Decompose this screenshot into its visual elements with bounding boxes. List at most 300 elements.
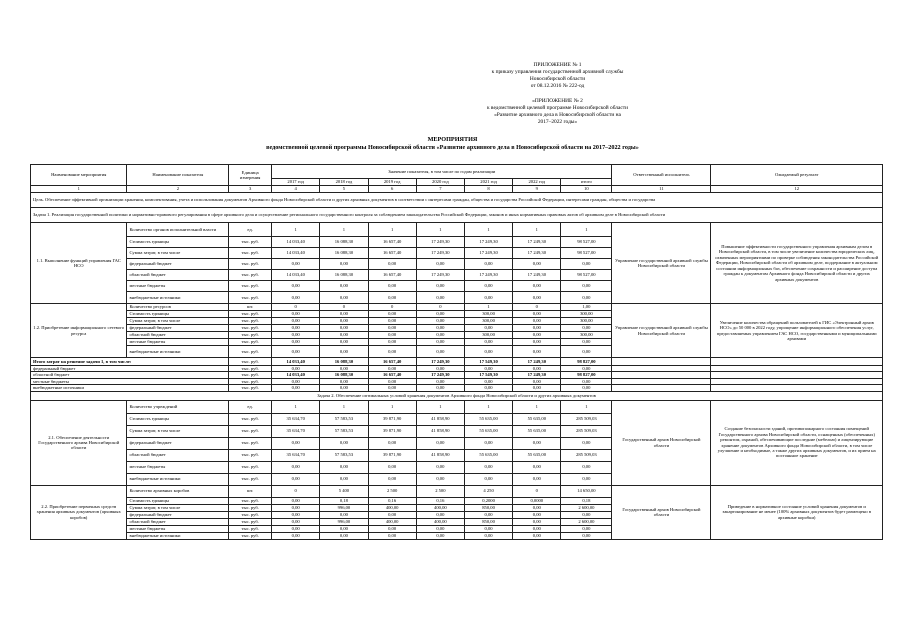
- indicator-name: федеральный бюджет: [127, 259, 229, 270]
- value-cell: 0,00: [368, 325, 416, 332]
- value-cell: 0,00: [416, 339, 464, 346]
- value-cell: 0,00: [368, 385, 416, 391]
- value-cell: 0,00: [464, 259, 512, 270]
- value-cell: 55 635,00: [513, 413, 561, 425]
- value-cell: 850,00: [464, 518, 512, 525]
- value-cell: 0,00: [416, 325, 464, 332]
- value-cell: 0,00: [416, 461, 464, 473]
- value-cell: 16 088,30: [320, 358, 368, 366]
- value-cell: 1: [464, 223, 512, 237]
- column-numbers-row: [31, 186, 883, 193]
- value-cell: 0,00: [513, 461, 561, 473]
- value-cell: 996,00: [320, 504, 368, 511]
- unit-cell: тыс. руб.: [229, 525, 272, 532]
- column-number-cell: 10: [561, 186, 612, 193]
- indicator-name: внебюджетные источники: [127, 532, 229, 539]
- value-cell: 0,00: [272, 525, 320, 532]
- value-cell: 0,00: [272, 497, 320, 504]
- column-number-cell: 12: [711, 186, 883, 193]
- value-cell: 41 858,90: [416, 425, 464, 437]
- indicator-name: Стоимость единицы: [127, 413, 229, 425]
- value-cell: 0,00: [464, 292, 512, 304]
- value-cell: 0,00: [320, 281, 368, 292]
- value-cell: 0,00: [513, 311, 561, 318]
- indicator-name: Количество учреждений: [127, 400, 229, 413]
- summary-row: [31, 358, 883, 366]
- unit-cell: тыс. руб.: [229, 346, 272, 358]
- unit-cell: тыс. руб.: [229, 461, 272, 473]
- value-cell: 0,00: [320, 325, 368, 332]
- year-cell: 2022 год: [513, 179, 561, 186]
- value-cell: 0,00: [368, 259, 416, 270]
- value-cell: 0,00: [320, 473, 368, 485]
- value-cell: 0,00: [368, 311, 416, 318]
- value-cell: 0,00: [272, 461, 320, 473]
- value-cell: 0,00: [320, 292, 368, 304]
- value-cell: 0,00: [416, 332, 464, 339]
- document-title: [125, 136, 780, 152]
- value-cell: 16 088,30: [320, 372, 368, 378]
- year-cell: 2017 год: [272, 179, 320, 186]
- column-number-cell: 8: [464, 186, 512, 193]
- appendix-1-header: [440, 62, 675, 90]
- value-cell: 400,00: [368, 504, 416, 511]
- value-cell: 0,00: [320, 532, 368, 539]
- value-cell: 300,00: [561, 318, 612, 325]
- value-cell: 0,00: [272, 281, 320, 292]
- executor-cell: Управление государственной архивной службы Новосибирской области: [612, 223, 711, 304]
- value-cell: 17 249,30: [464, 270, 512, 281]
- unit-cell: шт.: [229, 304, 272, 311]
- unit-cell: тыс. руб.: [229, 358, 272, 366]
- value-cell: 17 249,30: [416, 237, 464, 248]
- value-cell: 0,00: [320, 511, 368, 518]
- value-cell: 17 249,30: [513, 358, 561, 366]
- value-cell: 16 088,30: [320, 270, 368, 281]
- value-cell: 0,18: [561, 497, 612, 504]
- indicator-name: Сумма затрат, в том числе: [127, 504, 229, 511]
- value-cell: 35 634,70: [272, 413, 320, 425]
- value-cell: 300,00: [464, 318, 512, 325]
- unit-cell: тыс. руб.: [229, 497, 272, 504]
- value-cell: 1: [320, 223, 368, 237]
- column-number-cell: 11: [612, 186, 711, 193]
- value-cell: 0,00: [561, 461, 612, 473]
- value-cell: 0,00: [272, 311, 320, 318]
- value-cell: 0: [513, 304, 561, 311]
- value-cell: 0,00: [464, 346, 512, 358]
- value-cell: 16 657,40: [368, 270, 416, 281]
- goal-row: [31, 193, 883, 208]
- unit-cell: тыс. руб.: [229, 248, 272, 259]
- value-cell: 17 249,30: [513, 372, 561, 378]
- value-cell: 285 509,03: [561, 425, 612, 437]
- value-cell: 0,00: [272, 473, 320, 485]
- value-cell: 0,00: [464, 385, 512, 391]
- value-cell: 0,00: [272, 318, 320, 325]
- summary-label: федеральный бюджет: [31, 366, 229, 372]
- value-cell: 0: [513, 485, 561, 497]
- value-cell: 400,00: [368, 518, 416, 525]
- header-cell: Наименование показателя: [127, 165, 229, 186]
- value-cell: 0,00: [464, 366, 512, 372]
- value-cell: 4 250: [464, 485, 512, 497]
- value-cell: 14 033,40: [272, 248, 320, 259]
- empty-cell: [612, 358, 711, 366]
- header-cell: Ответственный исполнитель: [612, 165, 711, 186]
- value-cell: 16 657,40: [368, 358, 416, 366]
- value-cell: 1: [416, 400, 464, 413]
- value-cell: 0,00: [464, 473, 512, 485]
- value-cell: 300,00: [464, 332, 512, 339]
- indicator-name: Сумма затрат, в том числе: [127, 425, 229, 437]
- value-cell: 2 500: [368, 485, 416, 497]
- unit-cell: тыс. руб.: [229, 473, 272, 485]
- value-cell: 17 249,30: [416, 270, 464, 281]
- indicator-name: внебюджетные источники: [127, 346, 229, 358]
- value-cell: 0,00: [464, 325, 512, 332]
- value-cell: 0,00: [561, 532, 612, 539]
- value-cell: 0,00: [513, 511, 561, 518]
- value-cell: 0: [272, 485, 320, 497]
- unit-cell: тыс. руб.: [229, 281, 272, 292]
- value-cell: 0,00: [561, 378, 612, 384]
- indicator-name: Сумма затрат, в том числе: [127, 318, 229, 325]
- value-cell: 0,00: [320, 525, 368, 532]
- value-cell: 285 509,03: [561, 449, 612, 461]
- unit-cell: тыс. руб.: [229, 413, 272, 425]
- title-sub: ведомственной целевой программы Новосибирской области «Развитие архивного дела в Новосибирской области на 2017–2022 годы»: [266, 144, 639, 151]
- executor-cell: Государственный архив Новосибирской области: [612, 485, 711, 539]
- value-cell: 0,00: [464, 532, 512, 539]
- value-cell: 0,00: [272, 325, 320, 332]
- goal-text: Цель. Обеспечение эффективной организации хранения, комплектования, учета и использования документов Архивного фонда Новосибирской области и других архивных документов в соответствии с интересами граждан, общества и государства Российской Федерации, интересами граждан, общества и государства: [31, 193, 883, 208]
- indicator-name: областной бюджет: [127, 518, 229, 525]
- value-cell: 1: [561, 223, 612, 237]
- value-cell: 1: [272, 400, 320, 413]
- value-cell: 0,00: [272, 437, 320, 449]
- value-cell: 0: [320, 304, 368, 311]
- task-row: [31, 208, 883, 223]
- indicator-name: Сумма затрат, в том числе: [127, 248, 229, 259]
- value-cell: 0,00: [464, 378, 512, 384]
- indicator-name: местные бюджеты: [127, 281, 229, 292]
- result-cell: Создание безопасности зданий, противопожарного состояния помещений Государственного архива Новосибирской области, оснащенных (обеспеченных) ремонтом, охраной, обеспечивающие последние (мебелью) и лицензирующие хранение документов Архивного фонда Новосибирской области, в том числе улучшение и необходимые, а также других архивных документов, и их прием на постоянное хранение: [711, 400, 883, 485]
- value-cell: 14 033,40: [272, 270, 320, 281]
- value-cell: 98 827,00: [561, 372, 612, 378]
- unit-cell: тыс. руб.: [229, 425, 272, 437]
- value-cell: 0,00: [513, 281, 561, 292]
- value-cell: 14 033,40: [272, 372, 320, 378]
- column-number-cell: 5: [320, 186, 368, 193]
- summary-label: Итого затрат на решение задачи 1, в том числе:: [31, 358, 229, 366]
- value-cell: 0,00: [368, 366, 416, 372]
- indicator-name: областной бюджет: [127, 332, 229, 339]
- value-cell: 17 549,30: [464, 358, 512, 366]
- task-2-row: [31, 391, 883, 400]
- value-cell: 39 871,90: [368, 413, 416, 425]
- value-cell: 16 088,30: [320, 248, 368, 259]
- value-cell: 17 249,30: [464, 237, 512, 248]
- unit-cell: тыс. руб.: [229, 378, 272, 384]
- value-cell: 16 088,30: [320, 237, 368, 248]
- summary-label: внебюджетные источники: [31, 385, 229, 391]
- value-cell: 0,00: [513, 504, 561, 511]
- value-cell: 0,00: [368, 318, 416, 325]
- year-cell: 2018 год: [320, 179, 368, 186]
- value-cell: 1: [464, 304, 512, 311]
- value-cell: 0,00: [513, 346, 561, 358]
- value-cell: 0,16: [416, 497, 464, 504]
- value-cell: 35 634,70: [272, 425, 320, 437]
- year-cell: 2019 год: [368, 179, 416, 186]
- unit-cell: тыс. руб.: [229, 318, 272, 325]
- value-cell: 0,00: [513, 259, 561, 270]
- value-cell: 0,00: [561, 339, 612, 346]
- value-cell: 2 600,00: [561, 504, 612, 511]
- value-cell: 98 527,00: [561, 248, 612, 259]
- value-cell: 0,16: [368, 497, 416, 504]
- value-cell: 0,00: [513, 518, 561, 525]
- value-cell: 0,00: [416, 281, 464, 292]
- value-cell: 1,00: [561, 304, 612, 311]
- column-number-cell: 4: [272, 186, 320, 193]
- value-cell: 1: [464, 400, 512, 413]
- value-cell: 0,00: [561, 525, 612, 532]
- value-cell: 0,00: [464, 511, 512, 518]
- value-cell: 0,00: [272, 366, 320, 372]
- value-cell: 0,2000: [464, 497, 512, 504]
- value-cell: 0,00: [416, 366, 464, 372]
- value-cell: 0,00: [464, 339, 512, 346]
- indicator-name: областной бюджет: [127, 270, 229, 281]
- value-cell: 0,00: [320, 318, 368, 325]
- value-cell: 0,00: [320, 461, 368, 473]
- value-cell: 400,00: [416, 504, 464, 511]
- value-cell: 0,00: [513, 532, 561, 539]
- value-cell: 0,00: [368, 437, 416, 449]
- value-cell: 285 509,03: [561, 413, 612, 425]
- value-cell: 16 657,40: [368, 248, 416, 259]
- value-cell: 14 033,40: [272, 237, 320, 248]
- appendix-1-line: ПРИЛОЖЕНИЕ № 1: [533, 62, 582, 68]
- activity-name: 2.2. Приобретение первичных средств хранения архивных документов (архивных коробов): [31, 485, 127, 539]
- value-cell: 17 249,30: [513, 270, 561, 281]
- value-cell: 0,00: [513, 325, 561, 332]
- value-cell: 0,00: [464, 461, 512, 473]
- indicator-name: Стоимость единицы: [127, 237, 229, 248]
- indicator-name: Количество архивных коробов: [127, 485, 229, 497]
- value-cell: 16 657,40: [368, 372, 416, 378]
- indicator-name: внебюджетные источники: [127, 473, 229, 485]
- value-cell: 0: [416, 304, 464, 311]
- value-cell: 0,00: [513, 473, 561, 485]
- value-cell: 0,00: [513, 339, 561, 346]
- value-cell: 0,00: [561, 385, 612, 391]
- table-row: [31, 304, 883, 311]
- appendix-2-line: «Развитие архивного дела в Новосибирской области на: [494, 112, 621, 118]
- unit-cell: тыс. руб.: [229, 325, 272, 332]
- value-cell: 0,00: [416, 511, 464, 518]
- value-cell: 39 871,90: [368, 449, 416, 461]
- value-cell: 0,00: [320, 385, 368, 391]
- title-main: МЕРОПРИЯТИЯ: [427, 136, 478, 143]
- activity-name: 1.1. Выполнение функций управления ГАС НСО: [31, 223, 127, 304]
- indicator-name: местные бюджеты: [127, 461, 229, 473]
- value-cell: 0,00: [416, 378, 464, 384]
- activities-table: [30, 164, 883, 540]
- value-cell: 0,00: [416, 525, 464, 532]
- header-cell: Единица измерения: [229, 165, 272, 186]
- unit-cell: тыс. руб.: [229, 385, 272, 391]
- year-cell: 2020 год: [416, 179, 464, 186]
- value-cell: 0,00: [368, 525, 416, 532]
- header-row: [31, 165, 883, 179]
- value-cell: 57 583,53: [320, 449, 368, 461]
- table-row: [31, 400, 883, 413]
- unit-cell: ед.: [229, 400, 272, 413]
- value-cell: 300,00: [561, 332, 612, 339]
- value-cell: 39 871,90: [368, 425, 416, 437]
- value-cell: 0,00: [272, 339, 320, 346]
- value-cell: 0,00: [561, 437, 612, 449]
- header-cell: Ожидаемый результат: [711, 165, 883, 186]
- executor-cell: Управление государственной архивной службы Новосибирской области: [612, 304, 711, 358]
- value-cell: 0,00: [464, 437, 512, 449]
- value-cell: 0,00: [513, 525, 561, 532]
- result-cell: Увеличение количества обращений пользователей к ГИС «Электронный архив НСО» до 50 000 в 2022 году, упрощение информационного обеспечения услуг, предоставляемых управлением ГАС НСО, государственными и муниципальными архивами: [711, 304, 883, 358]
- value-cell: 0,00: [368, 378, 416, 384]
- indicator-name: федеральный бюджет: [127, 437, 229, 449]
- summary-label: областной бюджет: [31, 372, 229, 378]
- value-cell: 17 249,30: [416, 248, 464, 259]
- value-cell: 0,00: [561, 511, 612, 518]
- value-cell: 1: [368, 223, 416, 237]
- value-cell: 0,00: [561, 473, 612, 485]
- value-cell: 55 635,00: [464, 425, 512, 437]
- indicator-name: Стоимость единицы: [127, 497, 229, 504]
- unit-cell: тыс. руб.: [229, 311, 272, 318]
- value-cell: 0,00: [368, 461, 416, 473]
- indicator-name: Количество ресурсов: [127, 304, 229, 311]
- value-cell: 850,00: [464, 504, 512, 511]
- value-cell: 55 635,00: [513, 449, 561, 461]
- value-cell: 1: [272, 223, 320, 237]
- value-cell: 0,00: [561, 259, 612, 270]
- value-cell: 0,00: [320, 339, 368, 346]
- value-cell: 0,00: [416, 473, 464, 485]
- unit-cell: тыс. руб.: [229, 518, 272, 525]
- column-number-cell: 9: [513, 186, 561, 193]
- activity-name: 1.2. Приобретение информационного сетевого ресурса: [31, 304, 127, 358]
- value-cell: 0,00: [561, 325, 612, 332]
- value-cell: 16 657,40: [368, 237, 416, 248]
- appendix-2-line: 2017–2022 годы»: [537, 119, 578, 125]
- value-cell: 300,00: [464, 311, 512, 318]
- value-cell: 0,00: [320, 378, 368, 384]
- appendix-2-line: к ведомственной целевой программе Новосибирской области: [486, 105, 629, 111]
- unit-cell: тыс. руб.: [229, 292, 272, 304]
- indicator-name: Количество органов исполнительной власти: [127, 223, 229, 237]
- value-cell: 35 634,70: [272, 449, 320, 461]
- empty-cell: [711, 358, 883, 366]
- indicator-name: внебюджетные источники: [127, 292, 229, 304]
- value-cell: 0,00: [513, 332, 561, 339]
- value-cell: 1: [513, 223, 561, 237]
- value-cell: 0,00: [272, 346, 320, 358]
- value-cell: 0,00: [320, 332, 368, 339]
- value-cell: 0,00: [416, 385, 464, 391]
- value-cell: 0,00: [561, 346, 612, 358]
- value-cell: 17 249,30: [513, 237, 561, 248]
- value-cell: 0,00: [272, 259, 320, 270]
- year-cell: 2021 год: [464, 179, 512, 186]
- unit-cell: тыс. руб.: [229, 511, 272, 518]
- value-cell: 0,00: [368, 332, 416, 339]
- unit-cell: тыс. руб.: [229, 437, 272, 449]
- value-cell: 0,00: [272, 532, 320, 539]
- value-cell: 0,00: [416, 437, 464, 449]
- unit-cell: тыс. руб.: [229, 332, 272, 339]
- value-cell: 57 583,53: [320, 425, 368, 437]
- value-cell: 1: [561, 400, 612, 413]
- value-cell: 0,00: [416, 259, 464, 270]
- value-cell: 0,00: [272, 332, 320, 339]
- value-cell: 0,00: [513, 366, 561, 372]
- value-cell: 0,18: [320, 497, 368, 504]
- value-cell: 0,00: [368, 339, 416, 346]
- unit-cell: ед.: [229, 223, 272, 237]
- value-cell: 300,00: [561, 311, 612, 318]
- table-row: [31, 485, 883, 497]
- value-cell: 0,00: [513, 437, 561, 449]
- value-cell: 0,00: [464, 525, 512, 532]
- unit-cell: шт.: [229, 485, 272, 497]
- unit-cell: тыс. руб.: [229, 532, 272, 539]
- value-cell: 1: [368, 400, 416, 413]
- column-number-cell: 7: [416, 186, 464, 193]
- unit-cell: тыс. руб.: [229, 372, 272, 378]
- unit-cell: тыс. руб.: [229, 270, 272, 281]
- unit-cell: тыс. руб.: [229, 237, 272, 248]
- value-cell: 0,00: [561, 292, 612, 304]
- value-cell: 0,00: [561, 281, 612, 292]
- value-cell: 0,00: [272, 378, 320, 384]
- value-cell: 0,00: [464, 281, 512, 292]
- task-2-row-text: Задача 2. Обеспечение оптимальных условий хранения документов Архивного фонда Новосибирской области и других архивных документов: [31, 391, 883, 400]
- value-cell: 0,00: [416, 346, 464, 358]
- table-row: [31, 223, 883, 237]
- value-cell: 2 600,00: [561, 518, 612, 525]
- year-cell: итого: [561, 179, 612, 186]
- unit-cell: тыс. руб.: [229, 504, 272, 511]
- summary-label: местные бюджеты: [31, 378, 229, 384]
- value-cell: 17 249,30: [464, 248, 512, 259]
- column-number-cell: 3: [229, 186, 272, 193]
- value-cell: 57 583,53: [320, 413, 368, 425]
- value-cell: 0,00: [561, 366, 612, 372]
- value-cell: 0,00: [368, 292, 416, 304]
- activity-name: 2.1. Обеспечение деятельности Государственного архива Новосибирской области: [31, 400, 127, 485]
- value-cell: 14 033,40: [272, 358, 320, 366]
- executor-cell: Государственный архив Новосибирской области: [612, 400, 711, 485]
- value-cell: 0,00: [272, 385, 320, 391]
- value-cell: 17 249,30: [513, 248, 561, 259]
- indicator-name: местные бюджеты: [127, 525, 229, 532]
- value-cell: 41 858,90: [416, 413, 464, 425]
- value-cell: 0,00: [320, 366, 368, 372]
- column-number-cell: 6: [368, 186, 416, 193]
